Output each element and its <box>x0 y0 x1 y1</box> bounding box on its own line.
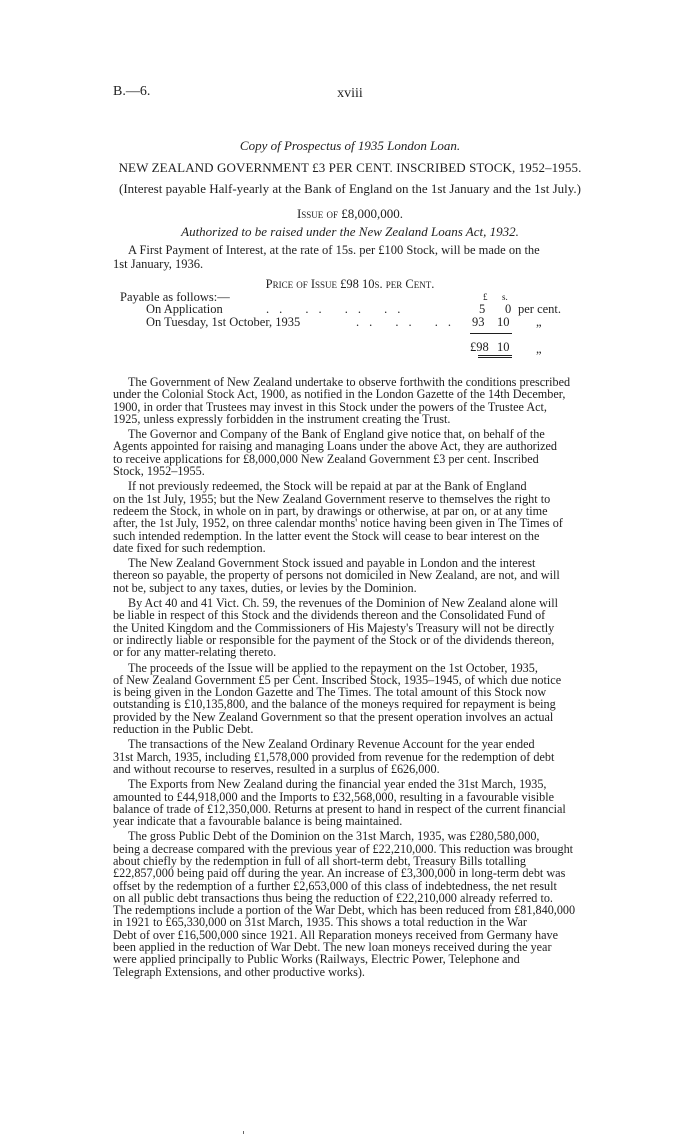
interest-note: (Interest payable Half-yearly at the Bank of England on the 1st January and the 1st July.) <box>119 181 581 196</box>
paragraph-line: on the 1st July, 1955; but the New Zealand Government reserve to themselves the right to <box>113 491 551 506</box>
paragraph-line: amounted to £44,918,000 and the Imports to £32,568,000, resulting in a favourable visible <box>113 789 555 804</box>
paragraph-line: of New Zealand Government £5 per Cent. Inscribed Stock, 1935–1945, of which due notice <box>113 672 562 687</box>
paragraph-line: or indirectly liable or responsible for the payment of the Stock or of the dividends thereon, <box>113 632 555 647</box>
body-paragraph <box>113 556 614 595</box>
paragraph-line: If not previously redeemed, the Stock will be repaid at par at the Bank of England <box>127 479 527 494</box>
paragraph-line: being a decrease compared with the previous year of £22,210,000. This reduction was brought <box>113 841 574 856</box>
document-reference: B.—6. <box>113 84 151 99</box>
paragraph-line: By Act 40 and 41 Vict. Ch. 59, the revenues of the Dominion of New Zealand alone will <box>127 596 559 611</box>
payment-row-dots: .. .. .. .. <box>266 302 411 316</box>
payment-row-suffix: „ <box>536 315 542 329</box>
paragraph-line: thereon so payable, the property of persons not domiciled in New Zealand, are not, and will <box>113 568 560 583</box>
body-paragraph <box>113 737 614 776</box>
prospectus-body <box>113 375 614 981</box>
total-pounds: £98 <box>470 340 489 354</box>
paragraph-line: Stock, 1952–1955. <box>113 464 205 479</box>
paragraph-line: year indicate that a favourable balance is being maintained. <box>113 814 403 829</box>
body-paragraph <box>113 427 614 479</box>
page-number: xviii <box>337 86 363 101</box>
body-paragraph <box>113 829 614 979</box>
paragraph-line: The redemptions include a portion of the War Debt, which has been reduced from £81,840,000 <box>113 903 576 918</box>
stock-title: NEW ZEALAND GOVERNMENT £3 PER CENT. INSCRIBED STOCK, 1952–1955. <box>118 160 582 175</box>
payment-row-label: On Tuesday, 1st October, 1935 <box>146 315 301 329</box>
body-paragraph <box>113 777 614 829</box>
paragraph-line: Debt of over £16,500,000 since 1921. All Reparation moneys received from Germany have <box>113 927 559 942</box>
paragraph-line: 1925, unless expressly forbidden in the instrument creating the Trust. <box>113 411 451 426</box>
paragraph-line: about chiefly by the redemption in full of all short-term debt, Treasury Bills totalling <box>113 853 526 868</box>
paragraph-line: provided by the New Zealand Government so that the present operation involves an actual <box>113 709 554 724</box>
body-paragraph <box>113 596 614 660</box>
subtotal-rule <box>470 333 512 334</box>
body-paragraph <box>113 479 614 555</box>
paragraph-line: 31st March, 1935, including £1,578,000 provided from revenue for the redemption of debt <box>113 749 555 764</box>
paragraph-line: The gross Public Debt of the Dominion on the 31st March, 1935, was £280,580,000, <box>127 829 540 844</box>
paragraph-line: outstanding is £10,135,800, and the balance of the moneys required for repayment is being <box>113 697 556 712</box>
payment-row-dots: .. .. .. <box>356 315 461 329</box>
paragraph-line: were applied principally to Public Works (Railways, Electric Power, Telephone and <box>113 952 520 967</box>
paragraph-line: The New Zealand Government Stock issued and payable in London and the interest <box>127 556 536 571</box>
paragraph-line: balance of trade of £12,350,000. Returns at present to hand in respect of the current financial <box>113 801 566 816</box>
paragraph-line: been applied in the reduction of War Debt. The new loan moneys received during the year <box>113 940 552 955</box>
paragraph-line: on all public debt transactions thus being the reduction of £22,210,000 already referred to. <box>113 890 553 905</box>
paragraph-line: redeem the Stock, in whole on in part, by drawings or otherwise, at par on, or at any time <box>113 503 548 518</box>
payment-row-shillings: 10 <box>497 315 510 329</box>
paragraph-line: under the Colonial Stock Act, 1900, as notified in the London Gazette of the 14th December, <box>113 387 566 402</box>
price-of-issue: Price of Issue £98 10s. per Cent. <box>265 277 435 291</box>
first-payment-line2: 1st January, 1936. <box>113 257 204 271</box>
prospectus-caption: Copy of Prospectus of 1935 London Loan. <box>239 138 461 153</box>
total-double-rule-top <box>478 355 512 356</box>
paragraph-line: The transactions of the New Zealand Ordinary Revenue Account for the year ended <box>127 737 535 752</box>
paragraph-line: The Governor and Company of the Bank of England give notice that, on behalf of the <box>127 427 545 442</box>
paragraph-line: and without recourse to reserves, resulted in a surplus of £626,000. <box>113 761 440 776</box>
payment-row-label: On Application <box>146 302 223 316</box>
scan-mark <box>243 1131 244 1134</box>
payment-row-pounds: 5 <box>479 302 486 316</box>
payable-label: Payable as follows:— <box>120 290 230 304</box>
paragraph-line: reduction in the Public Debt. <box>113 722 254 737</box>
total-suffix: „ <box>536 342 542 356</box>
body-paragraph <box>113 660 614 737</box>
paragraph-line: Telegraph Extensions, and other productive works). <box>113 964 365 979</box>
paragraph-line: after, the 1st July, 1952, on three calendar months' notice having been given in The Times of <box>113 516 563 531</box>
body-paragraph <box>113 375 614 426</box>
paragraph-line: 1900, in order that Trustees may invest in this Stock under the powers of the Trustee Act, <box>113 399 547 414</box>
paragraph-line: not be, subject to any taxes, duties, or levies by the Dominion. <box>113 580 417 595</box>
paragraph-line: £22,857,000 being paid off during the year. An increase of £3,300,000 in long-term debt was <box>113 866 566 881</box>
col-pounds-header: £ <box>483 292 488 302</box>
paragraph-line: be liable in respect of this Stock and the dividends thereon and the Consolidated Fund of <box>113 608 546 623</box>
payment-row-suffix: per cent. <box>518 302 562 316</box>
issue-amount: Issue of £8,000,000. <box>296 206 404 221</box>
paragraph-line: The proceeds of the Issue will be applied to the repayment on the 1st October, 1935, <box>127 660 538 675</box>
paragraph-line: offset by the redemption of a further £2,653,000 of this class of indebtedness, the net result <box>113 878 557 893</box>
payment-row-shillings: 0 <box>505 302 512 316</box>
paragraph-line: the United Kingdom and the Commissioners of His Majesty's Treasury will not be directly <box>113 620 555 635</box>
total-double-rule-bottom <box>478 357 512 358</box>
paragraph-line: date fixed for such redemption. <box>113 540 266 555</box>
paragraph-line: is being given in the London Gazette and The Times. The total amount of this Stock now <box>113 685 547 700</box>
payment-row-pounds: 93 <box>472 315 485 329</box>
paragraph-line: Agents appointed for raising and managing Loans under the above Act, they are authorized <box>113 439 558 454</box>
paragraph-line: such intended redemption. In the latter event the Stock will cease to bear interest on the <box>113 528 540 543</box>
first-payment-line1: A First Payment of Interest, at the rate of 15s. per £100 Stock, will be made on the <box>128 243 540 257</box>
col-shillings-header: s. <box>502 292 508 302</box>
paragraph-line: in 1921 to £65,330,000 on 31st March, 1935. This shows a total reduction in the War <box>113 915 527 930</box>
authorization-line: Authorized to be raised under the New Zealand Loans Act, 1932. <box>181 224 519 239</box>
paragraph-line: The Exports from New Zealand during the financial year ended the 31st March, 1935, <box>127 777 547 792</box>
total-shillings: 10 <box>497 340 510 354</box>
paragraph-line: The Government of New Zealand undertake to observe forthwith the conditions prescribed <box>127 375 571 389</box>
paragraph-line: or for any matter-relating thereto. <box>113 645 277 660</box>
paragraph-line: to receive applications for £8,000,000 New Zealand Government £3 per cent. Inscribed <box>113 451 539 466</box>
